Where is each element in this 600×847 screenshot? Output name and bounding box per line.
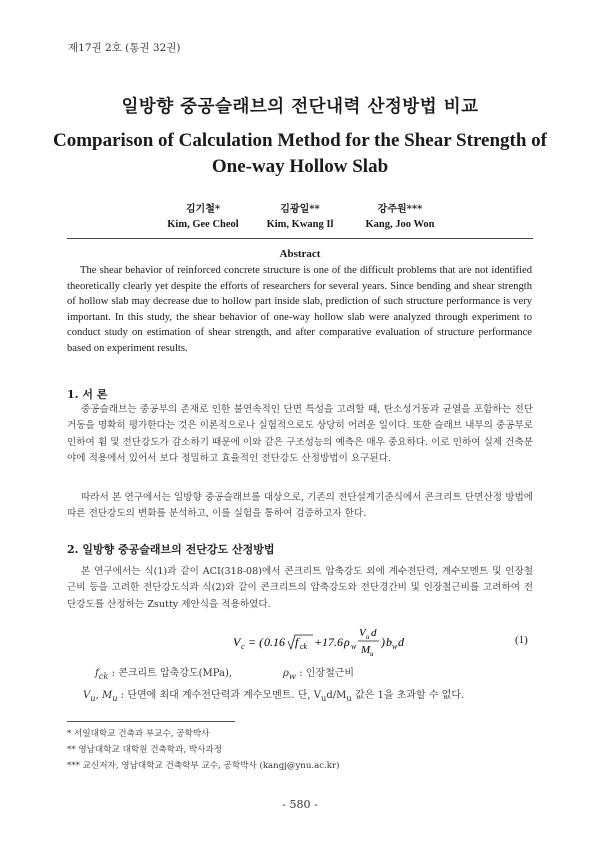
- section-1-paragraph-2: 따라서 본 연구에서는 일방향 중공슬래브를 대상으로, 기존의 전단설계기준식에서 콘크리트 단면산정 방법에 따른 전단강도의 변화를 분석하고, 이를 실험을 통하여 검증하고자 한다.: [67, 492, 533, 520]
- def-fck-desc: : 콘크리트 압축강도(MPa),: [108, 668, 233, 679]
- section-2-paragraph: 본 연구에서는 식(1)과 같이 ACI(318-08)에서 콘크리트 압축강도 외에 계수전단력, 계수모멘트 및 인장철근비 등을 고려한 전단강도식과 식(2)와 같이 콘크리트의 압축강도와 전단경간비 및 인장철근비를 고려하여 전단강도를 산정하는 Zsutty 제안식을 적용하였다.: [67, 566, 533, 610]
- eq-rho-sub: w: [351, 642, 357, 651]
- eq-num-sub: u: [366, 633, 370, 641]
- eq-d: d: [398, 635, 404, 649]
- author-1-korean: 김기철*: [185, 204, 221, 215]
- equation-1-svg: [233, 622, 433, 662]
- def-vm-desc: : 단면에 최대 계수전단력과 계수모멘트. 단, V: [117, 690, 322, 701]
- eq-den: M: [361, 644, 371, 656]
- title-english: Comparison of Calculation Method for the Shear Strength of One-way Hollow Slab: [53, 130, 547, 177]
- abstract-heading: Abstract: [279, 248, 321, 260]
- author-3: [340, 200, 460, 230]
- title-korean: 일방향 중공슬래브의 전단내력 산정방법 비교: [121, 97, 479, 117]
- def-mu-sub: u: [112, 693, 118, 703]
- footnote-3: *** 교신저자, 영남대학교 건축학부 교수, 공학박사 (kangj@ynu.ac.kr): [67, 761, 340, 771]
- equation-1-number: (1): [515, 634, 528, 646]
- eq-coef1: 0.16: [264, 635, 285, 649]
- author-2-english: Kim, Kwang Il: [266, 219, 334, 230]
- def-vu-sub: u: [90, 693, 96, 703]
- eq-rho: ρ: [344, 635, 350, 649]
- def-vm-sub1: u: [321, 693, 327, 703]
- journal-volume: 제17권 2호 (통권 32권): [68, 42, 181, 54]
- def-vu-symbol: V: [83, 690, 91, 701]
- author-3-english: Kang, Joo Won: [365, 219, 435, 230]
- def-rho-desc: : 인장철근비: [296, 668, 355, 679]
- footnote-2: ** 영남대학교 대학원 건축학과, 박사과정: [67, 745, 223, 755]
- eq-open: = (: [248, 635, 264, 649]
- def-mu-symbol: M: [101, 690, 113, 701]
- def-fck-symbol: f: [95, 668, 99, 679]
- title-divider: [67, 238, 533, 239]
- eq-lhs: V: [233, 635, 241, 649]
- eq-lhs-sub: c: [241, 642, 245, 651]
- section-1-paragraph-1: 중공슬래브는 중공부의 존재로 인한 불연속적인 단면 특성을 고려할 때, 탄소성거동과 균열을 포함하는 전단 거동을 명확히 평가한다는 것은 이론적으로나 실험적으로도 상당히 어려운 일이다. 또한 슬래브 내부의 중공부로 인하여 휨 및 전단강도가 감소하기 때문에 이와 같은 구조성능의 예측은 매우 중요하다. 이로 인하여 실제 건축분야에 적용에서 있어서 보다 정밀하고 효율적인 전단강도 산정방법이 요구된다.: [67, 404, 533, 464]
- eq-close: ): [381, 635, 385, 649]
- author-1-english: Kim, Gee Cheol: [167, 219, 239, 230]
- def-vm-sub2: u: [346, 693, 352, 703]
- equation-1: [233, 622, 433, 666]
- eq-bw: b: [386, 635, 392, 649]
- definition-vu-mu: [83, 686, 464, 703]
- footnote-1: * 서일대학교 건축과 부교수, 공학박사: [67, 729, 210, 739]
- eq-plus: +: [314, 635, 323, 649]
- eq-den-sub: u: [370, 650, 374, 658]
- def-rho-sub: w: [288, 671, 297, 681]
- eq-num: V: [359, 627, 366, 639]
- def-comma: ,: [95, 690, 102, 701]
- eq-coef2: 17.6: [322, 635, 343, 649]
- section-1-title: 1. 서 론: [67, 388, 108, 401]
- eq-bw-sub: w: [392, 642, 398, 651]
- author-2-korean: 김광일**: [280, 204, 320, 215]
- def-fck-sub: ck: [98, 671, 109, 681]
- def-rho-symbol: ρ: [283, 668, 289, 679]
- author-3-korean: 강주원***: [377, 204, 423, 215]
- eq-fck-sub: ck: [300, 642, 308, 651]
- footnote-divider: [67, 721, 235, 722]
- abstract-text: The shear behavior of reinforced concrete structure is one of the difficult problems that are not identified theoretically clearly yet despite the efforts of researchers for several years. Since bending and shear strength of hollow slab may decrease due to hollow part inside slab, prediction of such structure performance is very important. In this study, the shear behavior of one-way hollow slab were analyzed through experiment to conduct study on estimation of shear strength, and after comparative evaluation of structure performance based on experiment results.: [67, 265, 532, 354]
- eq-num-d: d: [371, 627, 377, 639]
- definition-rho: [283, 664, 354, 681]
- eq-fck: f: [295, 635, 299, 649]
- def-vm-mid: d/M: [326, 690, 347, 701]
- page-number: - 580 -: [282, 798, 318, 811]
- def-vm-end: 값은 1을 초과할 수 없다.: [351, 690, 465, 701]
- section-2-title: 2. 일방향 중공슬래브의 전단강도 산정방법: [67, 543, 275, 556]
- definition-fck: [95, 664, 232, 681]
